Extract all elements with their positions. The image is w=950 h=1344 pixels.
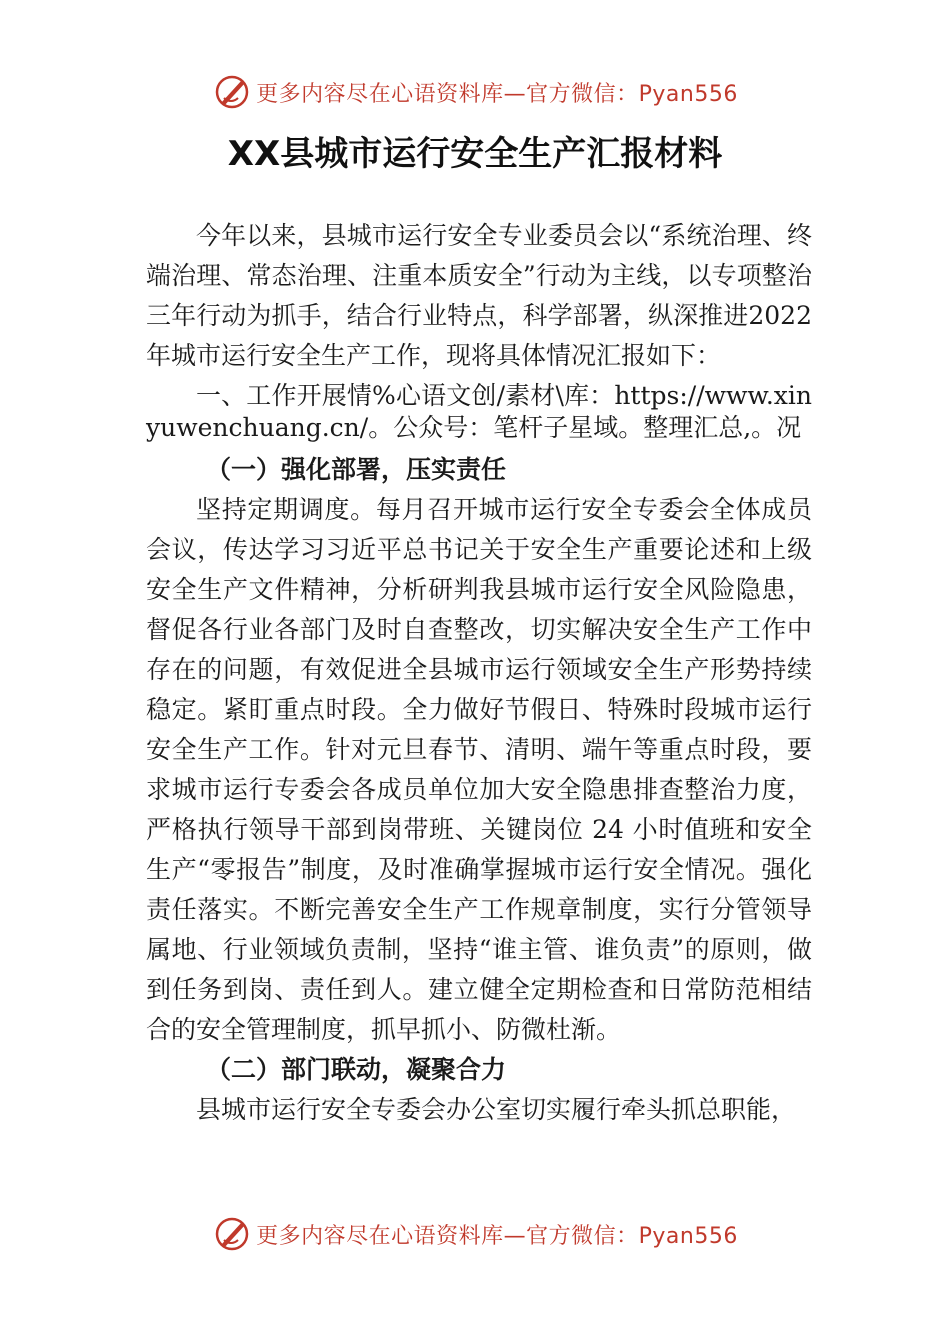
section-heading-one: 一、工作开展情%心语文创/素材\库：https://www.xinyuwenchuang.cn/。公众号：笔杆子星域。整理汇总,。况 <box>146 381 812 442</box>
watermark-banner-top <box>0 70 950 114</box>
watermark-text: 更多内容尽在心语资料库—官方微信：Pyan556 <box>256 81 738 107</box>
logo-icon <box>212 1214 252 1254</box>
intro-paragraph: 今年以来，县城市运行安全专业委员会以“系统治理、终端治理、常态治理、注重本质安全”行动为主线，以专项整治三年行动为抓手，结合行业特点，科学部署，纵深推进2022 年城市运行安全生产工作，现将具体情况汇报如下： <box>146 221 812 370</box>
watermark-text: 更多内容尽在心语资料库—官方微信：Pyan556 <box>256 1223 738 1249</box>
subsection-body-one: 坚持定期调度。每月召开城市运行安全专委会全体成员会议，传达学习习近平总书记关于安全生产重要论述和上级安全生产文件精神，分析研判我县城市运行安全风险隐患，督促各行业各部门及时自查整改，切实解决安全生产工作中存在的问题，有效促进全县城市运行领域安全生产形势持续稳定。紧盯重点时段。全力做好节假日、特殊时段城市运行安全生产工作。针对元旦春节、清明、端午等重点时段，要求城市运行专委会各成员单位加大安全隐患排查整治力度，严格执行领导干部到岗带班、关键岗位 24 小时值班和安全生产“零报告”制度，及时准确掌握城市运行安全情况。强化责任落实。不断完善安全生产工作规章制度，实行分管领导属地、行业领域负责制，坚持“谁主管、谁负责”的原则，做到任务到岗、责任到人。建立健全定期检查和日常防范相结合的安全管理制度，抓早抓小、防微杜渐。 <box>146 495 812 1044</box>
subsection-heading-one: （一）强化部署，压实责任 <box>206 455 507 484</box>
page-title: XX县城市运行安全生产汇报材料 <box>227 134 723 174</box>
subsection-body-two: 县城市运行安全专委会办公室切实履行牵头抓总职能， <box>196 1095 797 1124</box>
document-body <box>146 216 812 1130</box>
watermark-banner-bottom <box>0 1212 950 1256</box>
logo-icon <box>212 72 252 112</box>
subsection-heading-two: （二）部门联动，凝聚合力 <box>206 1055 507 1084</box>
